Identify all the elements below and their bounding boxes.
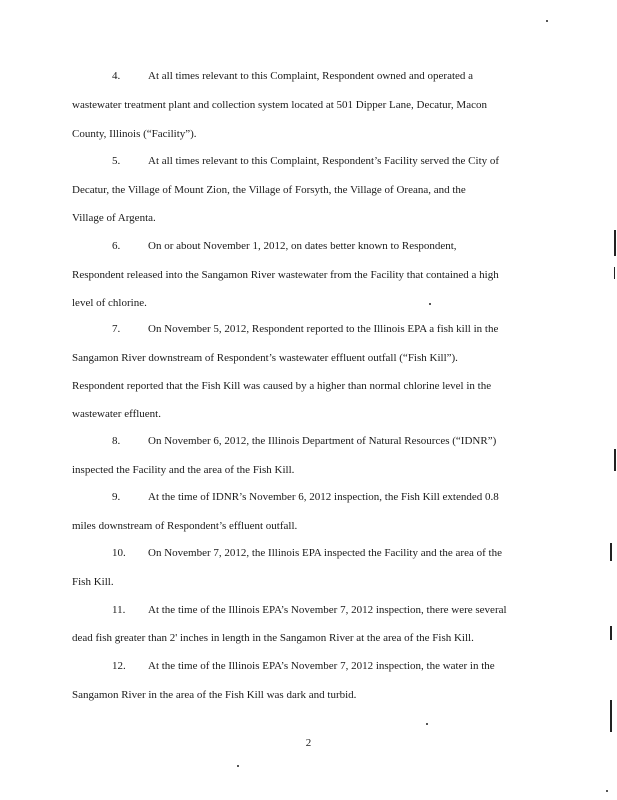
paragraph-number: 5. [112,155,121,167]
paragraph-number: 7. [112,323,121,335]
page-number: 2 [305,737,312,749]
scan-speck [429,303,431,305]
paragraph-number: 9. [112,491,121,503]
scan-speck [237,765,239,767]
paragraph-first-line: At the time of the Illinois EPA’s November 7, 2012 inspection, the water in the [148,660,495,672]
paragraph-line: Respondent reported that the Fish Kill was caused by a higher than normal chlorine level in the [72,380,492,392]
paragraph-number: 8. [112,435,121,447]
paragraph-number: 6. [112,240,121,252]
scan-mark [610,626,612,640]
scan-mark [610,700,612,732]
paragraph-line: Fish Kill. [72,576,114,588]
paragraph-line: Decatur, the Village of Mount Zion, the Village of Forsyth, the Village of Oreana, and the [72,184,466,196]
paragraph-first-line: On November 7, 2012, the Illinois EPA inspected the Facility and the area of the [148,547,502,559]
paragraph-line: Sangamon River downstream of Respondent’s wastewater effluent outfall (“Fish Kill”). [72,352,458,364]
paragraph-number: 11. [112,604,126,616]
paragraph-line: Sangamon River in the area of the Fish Kill was dark and turbid. [72,689,357,701]
scan-speck [546,20,548,22]
paragraph-first-line: On November 6, 2012, the Illinois Department of Natural Resources (“IDNR”) [148,435,497,447]
paragraph-number: 10. [112,547,126,559]
paragraph-first-line: At all times relevant to this Complaint, Respondent owned and operated a [148,70,474,82]
paragraph-line: wastewater effluent. [72,408,161,420]
paragraph-first-line: On November 5, 2012, Respondent reported to the Illinois EPA a fish kill in the [148,323,499,335]
paragraph-line: level of chlorine. [72,297,147,309]
paragraph-first-line: At the time of IDNR’s November 6, 2012 inspection, the Fish Kill extended 0.8 [148,491,499,503]
scan-mark [610,543,612,561]
scan-mark [614,449,616,471]
paragraph-line: inspected the Facility and the area of the Fish Kill. [72,464,295,476]
paragraph-first-line: On or about November 1, 2012, on dates better known to Respondent, [148,240,457,252]
paragraph-number: 12. [112,660,126,672]
paragraph-number: 4. [112,70,121,82]
paragraph-first-line: At all times relevant to this Complaint, Respondent’s Facility served the City of [148,155,500,167]
paragraph-line: Village of Argenta. [72,212,156,224]
paragraph-line: dead fish greater than 2' inches in length in the Sangamon River at the area of the Fish Kill. [72,632,474,644]
scan-speck [606,790,608,792]
paragraph-line: Respondent released into the Sangamon River wastewater from the Facility that contained a high [72,269,499,281]
paragraph-line: County, Illinois (“Facility”). [72,128,197,140]
scan-mark [614,230,616,256]
scan-speck [426,723,428,725]
paragraph-line: wastewater treatment plant and collection system located at 501 Dipper Lane, Decatur, Macon [72,99,487,111]
paragraph-line: miles downstream of Respondent’s effluent outfall. [72,520,298,532]
scan-mark [614,267,615,279]
paragraph-first-line: At the time of the Illinois EPA’s November 7, 2012 inspection, there were several [148,604,507,616]
